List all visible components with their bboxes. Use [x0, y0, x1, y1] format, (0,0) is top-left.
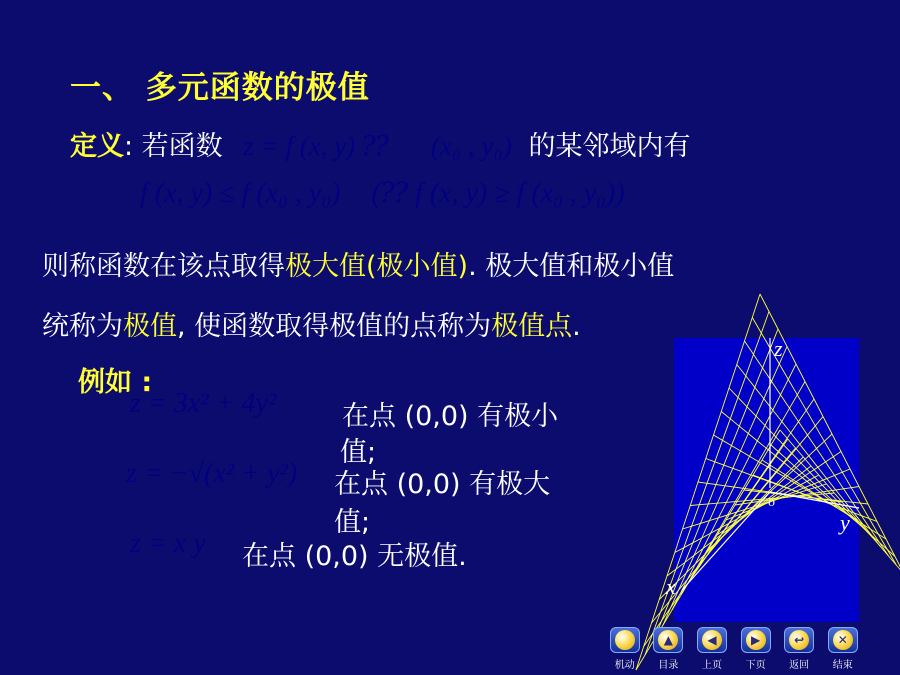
nav-label-jidong: 机动 — [614, 660, 635, 671]
example1-text-wrap: 值; — [340, 437, 377, 468]
nav-button-next[interactable] — [741, 627, 771, 653]
example3-text: 在点 (0,0) 无极值. — [242, 541, 467, 572]
body-line2-part-a: 统称为 — [42, 311, 123, 342]
body-line2-part-c: . — [572, 311, 581, 342]
example1-text: 在点 (0,0) 有极小 — [342, 401, 559, 432]
circle-icon — [615, 630, 635, 650]
nav-bar — [603, 627, 865, 671]
nav-item-prev[interactable] — [690, 627, 734, 671]
nav-button-return[interactable] — [784, 627, 814, 653]
inequality-min: (⁇ f (x, y) ≥ f (x₀ , y₀)) — [371, 178, 625, 209]
definition-intro: : 若函数 — [124, 131, 223, 162]
slide-title: 一、 多元函数的极值 — [70, 70, 370, 106]
x-axis-label: x — [666, 574, 676, 599]
y-axis-label: y — [840, 510, 850, 535]
nav-label-return: 返回 — [789, 660, 810, 671]
term-extreme-point: 极值点 — [491, 311, 573, 342]
examples-label: 例如 : — [78, 367, 153, 398]
neighborhood-text: 的某邻域内有 — [528, 131, 691, 162]
right-arrow-icon: ▶ — [746, 630, 766, 650]
example2-text-wrap: 值; — [334, 507, 371, 538]
body-line1-part-b: . 极大值和极小值 — [468, 251, 675, 282]
body-line2-part-b: , 使函数取得极值的点称为 — [177, 311, 492, 342]
nav-button-mulu[interactable] — [653, 627, 683, 653]
nav-item-mulu[interactable] — [647, 627, 691, 671]
example2-text: 在点 (0,0) 有极大 — [334, 469, 551, 500]
inequality-max: f (x, y) ≤ f (x₀ , y₀) — [140, 178, 341, 209]
example2-formula: z = −√(x² + y²) — [126, 458, 298, 489]
origin-label: o — [768, 495, 775, 510]
nav-button-jidong[interactable] — [610, 627, 640, 653]
example1-formula: z = 3x² + 4y² — [130, 388, 277, 419]
body-line-2 — [42, 304, 581, 343]
function-expression: z = f (x, y) ⁇ — [243, 131, 389, 161]
nav-item-next[interactable] — [734, 627, 778, 671]
term-extreme-value: 极值 — [123, 311, 177, 342]
definition-label: 定义 — [70, 131, 124, 162]
point-expression: (x₀ , y₀) — [430, 131, 512, 161]
nav-label-mulu: 目录 — [658, 660, 679, 671]
term-extreme-max-min: 极大值(极小值) — [285, 251, 469, 282]
nav-button-prev[interactable] — [697, 627, 727, 653]
x-axis — [682, 492, 770, 590]
nav-label-end: 结束 — [832, 660, 853, 671]
up-arrow-icon: ▲ — [658, 630, 678, 650]
close-icon: ✕ — [833, 630, 853, 650]
return-icon: ↩ — [789, 630, 809, 650]
definition-row — [70, 124, 690, 163]
z-axis-label: z — [774, 336, 783, 361]
surface-mesh — [636, 294, 900, 670]
body-line1-part-a: 则称函数在该点取得 — [42, 251, 285, 282]
saddle-surface-svg — [666, 336, 859, 622]
body-line-1 — [42, 244, 674, 283]
nav-label-next: 下页 — [745, 660, 766, 671]
nav-button-end[interactable] — [828, 627, 858, 653]
nav-item-end[interactable] — [821, 627, 865, 671]
inequality-row — [140, 176, 625, 210]
example3-formula: z = x y — [130, 528, 206, 559]
nav-item-return[interactable] — [777, 627, 821, 671]
left-arrow-icon: ◀ — [702, 630, 722, 650]
nav-label-prev: 上页 — [701, 660, 722, 671]
saddle-surface-figure — [666, 336, 859, 622]
nav-item-jidong[interactable] — [603, 627, 647, 671]
